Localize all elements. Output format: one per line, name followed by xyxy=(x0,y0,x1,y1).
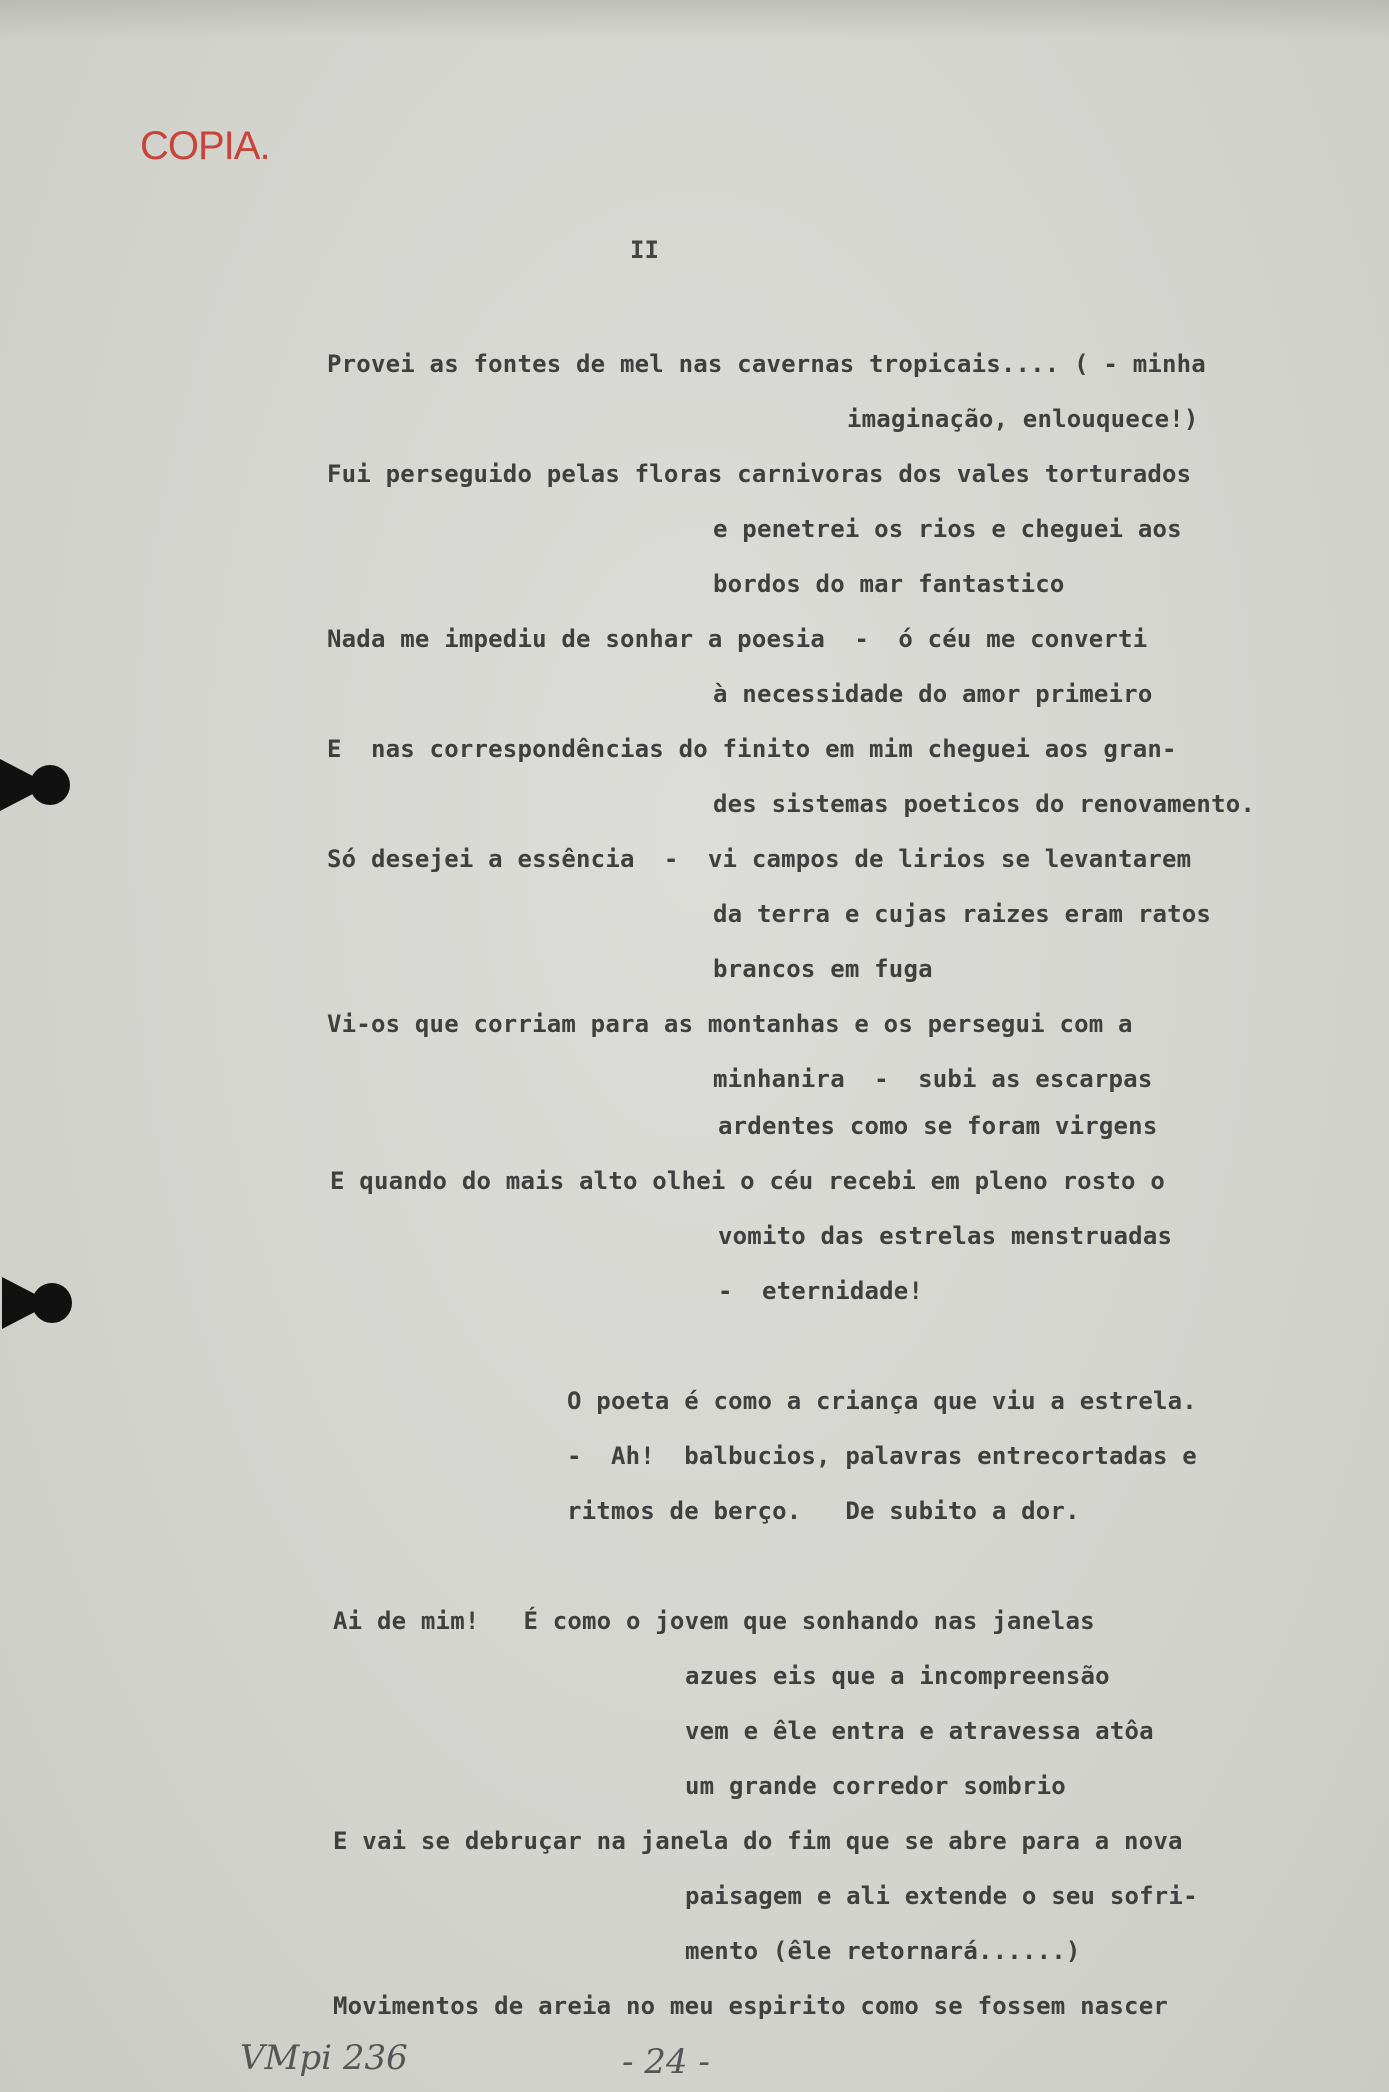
copia-stamp: COPIA. xyxy=(140,124,270,168)
poem-line: Provei as fontes de mel nas cavernas tropicais.... ( - minha xyxy=(327,350,1206,378)
poem-line: vem e êle entra e atravessa atôa xyxy=(685,1717,1154,1745)
binder-hole-top xyxy=(30,765,70,805)
poem-line: mento (êle retornará......) xyxy=(685,1937,1081,1965)
poem-line: Fui perseguido pelas floras carnivoras dos vales torturados xyxy=(327,460,1192,488)
poem-line: ritmos de berço. De subito a dor. xyxy=(567,1497,1080,1525)
poem-line: des sistemas poeticos do renovamento. xyxy=(713,790,1256,818)
poem-line: - eternidade! xyxy=(718,1277,924,1305)
poem-line: E quando do mais alto olhei o céu recebi em pleno rosto o xyxy=(330,1167,1166,1195)
poem-line: azues eis que a incompreensão xyxy=(685,1662,1110,1690)
poem-line: Nada me impediu de sonhar a poesia - ó céu me converti xyxy=(327,625,1148,653)
section-heading: II xyxy=(630,236,659,264)
poem-line: e penetrei os rios e cheguei aos xyxy=(713,515,1182,543)
poem-line: E nas correspondências do finito em mim cheguei aos gran- xyxy=(327,735,1177,763)
poem-line: E vai se debruçar na janela do fim que se abre para a nova xyxy=(333,1827,1183,1855)
page-number: - 24 - xyxy=(622,2042,710,2082)
poem-line: um grande corredor sombrio xyxy=(685,1772,1066,1800)
poem-line: Vi-os que corriam para as montanhas e os persegui com a xyxy=(327,1010,1133,1038)
poem-line: imaginação, enlouquece!) xyxy=(847,405,1199,433)
poem-line: Ai de mim! É como o jovem que sonhando nas janelas xyxy=(333,1607,1095,1635)
poem-line: - Ah! balbucios, palavras entrecortadas e xyxy=(567,1442,1197,1470)
poem-line: O poeta é como a criança que viu a estrela. xyxy=(567,1387,1197,1415)
poem-line: brancos em fuga xyxy=(713,955,933,983)
poem-line: vomito das estrelas menstruadas xyxy=(718,1222,1173,1250)
archive-reference: VMpi 236 xyxy=(240,2038,408,2078)
poem-line: ardentes como se foram virgens xyxy=(718,1112,1158,1140)
poem-line: minhanira - subi as escarpas xyxy=(713,1065,1153,1093)
poem-line: Movimentos de areia no meu espirito como se fossem nascer xyxy=(333,1992,1169,2020)
page-top-shadow xyxy=(0,0,1389,40)
poem-line: da terra e cujas raizes eram ratos xyxy=(713,900,1212,928)
poem-line: paisagem e ali extende o seu sofri- xyxy=(685,1882,1198,1910)
poem-line: à necessidade do amor primeiro xyxy=(713,680,1153,708)
poem-line: Só desejei a essência - vi campos de lirios se levantarem xyxy=(327,845,1192,873)
poem-line: bordos do mar fantastico xyxy=(713,570,1065,598)
binder-hole-bottom xyxy=(32,1283,72,1323)
